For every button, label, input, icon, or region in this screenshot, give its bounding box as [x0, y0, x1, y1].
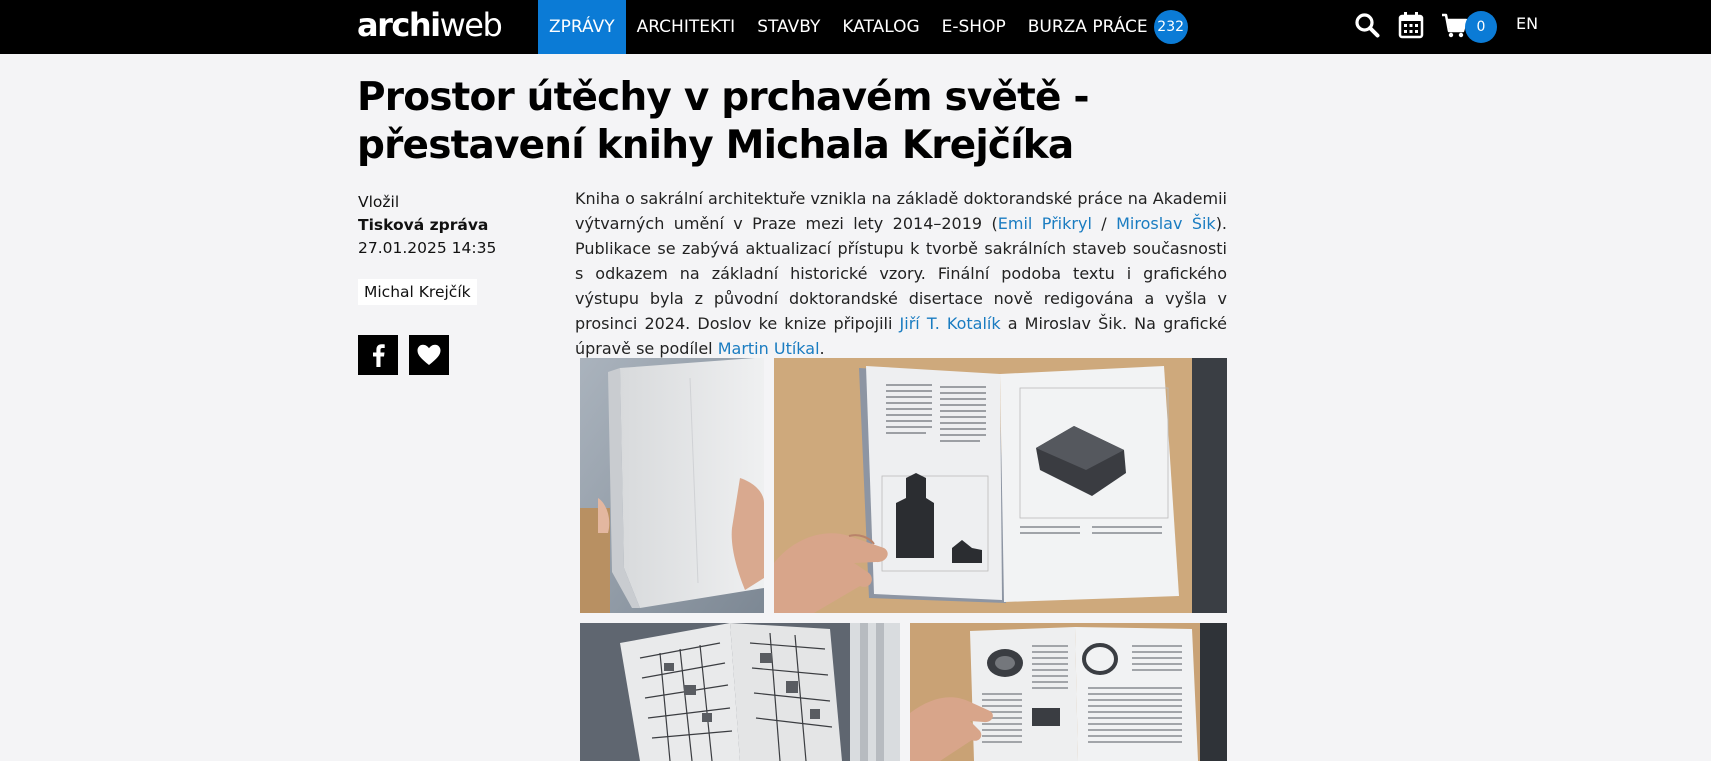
posted-by-label: Vložil — [358, 193, 400, 211]
nav-item-burza-prace[interactable] — [1017, 0, 1188, 54]
nav-item-burza-label: BURZA PRÁCE — [1027, 17, 1148, 37]
heart-icon — [416, 343, 442, 367]
link-miroslav-sik[interactable]: Miroslav Šik — [1116, 214, 1216, 233]
cart-count-badge: 0 — [1465, 11, 1497, 43]
facebook-icon — [368, 343, 388, 367]
lead-text-2: / — [1091, 214, 1117, 233]
facebook-share-button[interactable] — [358, 335, 398, 375]
nav-item-stavby[interactable]: STAVBY — [757, 17, 821, 37]
nav-item-eshop[interactable]: E-SHOP — [941, 17, 1006, 37]
logo-light-part: web — [439, 6, 502, 44]
tag-michal-krejcik[interactable]: Michal Krejčík — [358, 279, 477, 305]
link-emil-prikryl[interactable]: Emil Přikryl — [997, 214, 1092, 233]
link-martin-utikal[interactable]: Martin Utíkal — [717, 339, 820, 358]
archiweb-logo[interactable] — [357, 5, 501, 45]
photo-book-ornaments[interactable] — [910, 623, 1227, 761]
search-icon[interactable] — [1352, 10, 1382, 40]
photo-book-city-map[interactable] — [580, 623, 900, 761]
link-jiri-kotalik[interactable]: Jiří T. Kotalík — [899, 314, 1001, 333]
article-lead — [575, 186, 1227, 361]
nav-item-katalog[interactable]: KATALOG — [842, 17, 920, 37]
ornament-pages-image — [910, 623, 1227, 761]
favorite-button[interactable] — [409, 335, 449, 375]
article-meta — [358, 191, 496, 260]
book-cover-image — [580, 358, 764, 613]
lead-text-1: Kniha o sakrální architektuře vznikla na základě doktorandské práce na Akademii výtvarných umění v Praze mezi lety 2014–2019 ( — [575, 189, 1227, 233]
article-title: Prostor útěchy v prchavém světě - přestavení knihy Michala Krejčíka — [357, 75, 1089, 168]
photo-book-cover[interactable] — [580, 358, 764, 613]
open-book-image — [774, 358, 1227, 613]
top-navigation-bar — [0, 0, 1711, 54]
logo-bold-part: archi — [357, 6, 440, 44]
author-name: Tisková zpráva — [358, 216, 489, 234]
lead-text-5: . — [819, 339, 825, 358]
nav-item-architekti[interactable]: ARCHITEKTI — [636, 17, 736, 37]
job-count-badge: 232 — [1154, 10, 1188, 44]
lead-text-4: a Miroslav Šik. Na grafické úpravě se podílel — [575, 314, 1228, 358]
lead-text-3: ). Publikace se zabývá aktualizací přístupu k tvorbě sakrálních staveb současnosti s odkazem na základní historické vzory. Finální podoba textu i grafického výstupu byla z původní doktorandské disertace nově redigována a vyšla v prosinci 2024. Doslov ke knize připojili — [575, 214, 1228, 333]
main-menu — [538, 0, 1188, 54]
language-switch[interactable]: EN — [1516, 14, 1539, 33]
publish-date: 27.01.2025 14:35 — [358, 239, 497, 257]
calendar-icon[interactable] — [1396, 10, 1426, 40]
nav-item-zpravy[interactable]: ZPRÁVY — [538, 0, 626, 54]
city-map-image — [580, 623, 900, 761]
photo-open-book-plans[interactable] — [774, 358, 1227, 613]
